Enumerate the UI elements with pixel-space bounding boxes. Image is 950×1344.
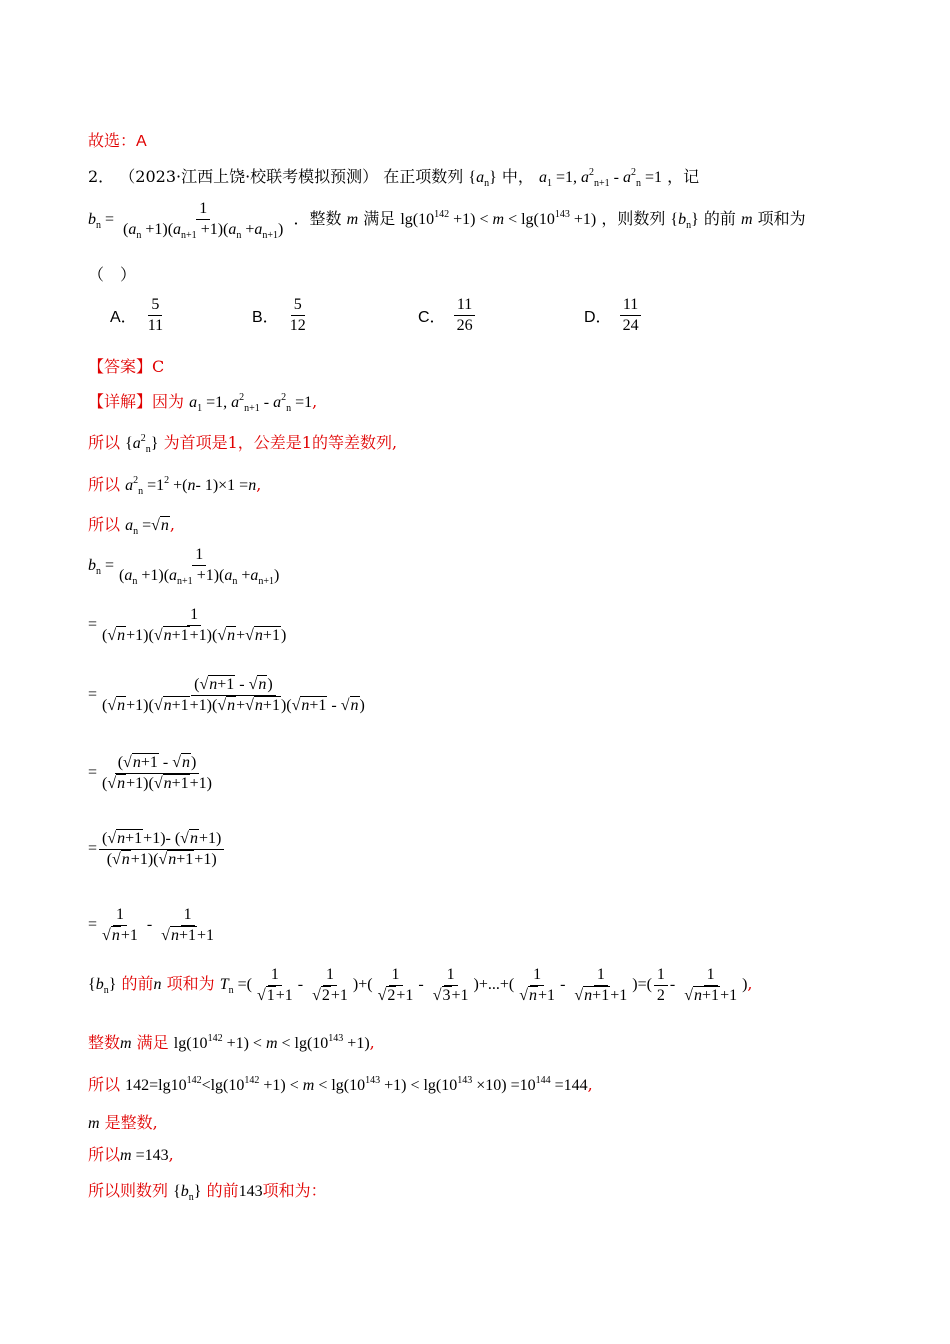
math-m-range: $\lg(10^{142} +1) < m < \lg(10^{143} +1)$ [400,209,597,229]
math-bn-def: $b_n$ = $\frac{1}{(a_n +1)(a_{n+1} +1)(a_n +a_{n+1})}$ [88,200,284,241]
question-line-2: $b_n$ = $\frac{1}{(a_n +1)(a_{n+1} +1)(a_n +a_{n+1})}$ ．整数 m 满足 $\lg(10^{142} +1) < m < \lg(10^{143} +1)$ ，则数列 $\{b_n\}$ 的前 m 项和为 [88,200,806,241]
question-text: 中， [501,167,534,186]
detail-line-m-range: 整数m 满足 $\lg(10^{142} +1) < m < \lg(10^{143} +1)$, [88,1033,375,1052]
question-paren: （ ） [88,265,137,284]
detail-line-m-value: 所以m =143, [88,1145,174,1164]
derivation-step-2: = $\frac{1}{(√n+1)(√n+1+1)(√n+√n+1)}$ [88,606,287,644]
question-text: ，则数列 [601,209,666,229]
option-d: D． $\frac{11}{24}$ [584,296,644,335]
question-text: 项和为 [757,209,806,229]
detail-line-integer: m 是整数, [88,1113,158,1132]
question-number: 2． [88,167,115,186]
derivation-step-4: = $\frac{(√n+1 - √n)}{(√n+1)(√n+1+1)}$ [88,754,212,792]
derivation-step-1: $b_n$ = $\frac{1}{(a_n +1)(a_{n+1} +1)(a_n +a_{n+1})}$ [88,546,280,587]
math-seq-an: $\{a_n\}$ [468,169,497,189]
detail-line-1: 【详解】因为 $a_1 =1$, $a^2_{n+1} - a^2_n =1$, [88,392,318,414]
question-line-1 [88,164,699,189]
question-source: （2023·江西上饶·校联考模拟预测） [119,167,379,186]
answer-tag: 【答案】C [88,357,165,376]
math-condition: $a_1 =1$, $a^2_{n+1} - a^2_n =1$ [538,167,662,189]
option-b: B． $\frac{5}{12}$ [252,296,306,334]
derivation-step-5: = $\frac{(√n+1+1)- (√n+1)}{(√n+1)(√n+1+1)}$ [88,830,226,869]
question-text: 的前 [703,209,736,229]
detail-line-bounds: 所以 $142=\lg 10^{142}<\lg(10^{142} +1) < m < \lg(10^{143} +1) < \lg(10^{143} \times 10) =10^{144} =144$, [88,1075,593,1094]
detail-line-4: 所以 $a_n =√n$, [88,515,176,537]
question-text: 满足 [363,209,396,229]
detail-line-final: 所以则数列 $\{b_n\}$ 的前143项和为： [88,1181,327,1203]
detail-line-2: 所以 $\{a^2_n\}$ 为首项是1，公差是1的等差数列, [88,433,398,455]
derivation-step-3: = $\frac{(√n+1 - √n)}{(√n+1)(√n+1+1)(√n+√n+1)(√n+1 - √n)}$ [88,676,365,714]
sum-line: $\{b_n\}$ 的前n 项和为 $T_n$ =( $\frac{1}{√1+1}$ - $\frac{1}{√2+1}$ )+( $\frac{1}{√2+1}$ - $\frac{1}{√3+1}$ )+...+( $\frac{1}{√n+1}$ - $\frac{1}{√n+1+1}$ )=( $\frac{1}{2}$ - $\frac{1}{√n+1+1}$ ), [88,966,753,1004]
derivation-step-6: = $\frac{1}{√n+1}$ - $\frac{1}{√n+1+1}$ [88,906,215,944]
question-text: ，记 [667,167,700,186]
option-a: A． $\frac{5}{11}$ [110,296,164,334]
prev-answer: 故选：A [88,133,147,150]
detail-line-3: 所以 $a^2_n =1^2 +(n-$ 1)×1 =n, [88,475,262,497]
option-c: C． $\frac{11}{26}$ [418,296,478,335]
question-text: 在正项数列 [383,167,464,186]
question-text: ．整数 [293,209,342,229]
